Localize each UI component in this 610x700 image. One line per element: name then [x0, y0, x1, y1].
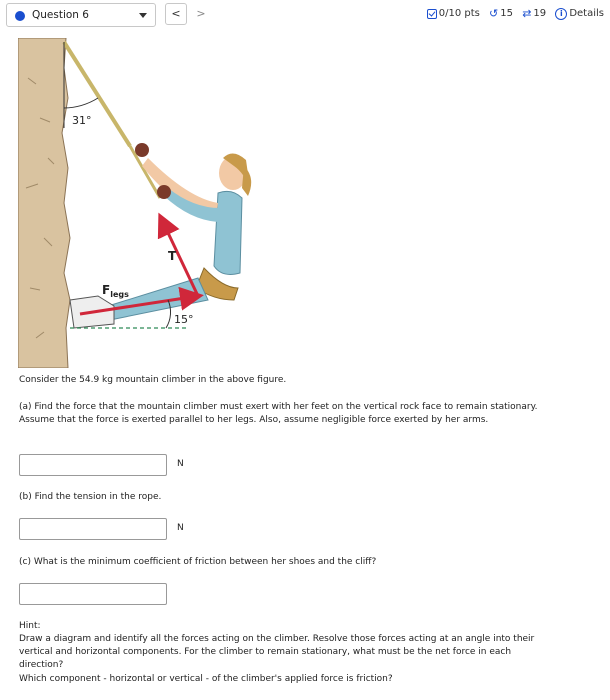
retry-icon: ↺: [489, 7, 499, 20]
question-status-dot: [15, 11, 25, 21]
question-status: [427, 7, 604, 20]
submissions-count: 19: [533, 8, 547, 19]
question-toolbar: [0, 0, 610, 30]
caret-down-icon: [139, 13, 147, 18]
details-link[interactable]: Details: [569, 8, 604, 19]
part-a-text: (a) Find the force that the mountain climber must exert with her feet on the vertical rock face to remain stationary. Assume that the force is exerted parallel to her legs. Also, assume negligible force exerted by her arms.: [19, 402, 538, 425]
next-question-button[interactable]: >: [190, 3, 212, 25]
part-c-text: (c) What is the minimum coefficient of friction between her shoes and the cliff?: [19, 557, 377, 567]
question-nav: [165, 3, 215, 27]
angle-top-label: 31°: [72, 114, 92, 127]
part-b-unit: N: [177, 523, 184, 533]
rope: [64, 42, 130, 146]
hint-title: Hint:: [19, 621, 41, 631]
retries-count: 15: [500, 8, 513, 19]
part-c-answer-input[interactable]: [19, 583, 167, 605]
climber-figure: [18, 38, 288, 368]
sync-icon: ⇄: [522, 7, 532, 20]
question-label: Question 6: [32, 9, 89, 21]
question-select[interactable]: [6, 3, 156, 27]
tension-label: T: [168, 249, 177, 263]
force-legs-label: $F_{legs}$: [102, 283, 129, 299]
hint-body: Draw a diagram and identify all the forces acting on the climber. Resolve those forces acting at an angle into their vertical and horizontal components. For the climber to remain stationary, what must be the net force in each direction?: [19, 634, 535, 670]
info-icon[interactable]: i: [555, 8, 567, 20]
checkbox-icon: [427, 9, 437, 19]
hint-extra: Which component - horizontal or vertical - of the climber's applied force is friction?: [19, 674, 393, 684]
part-a-unit: N: [177, 459, 184, 469]
points-text: 0/10 pts: [438, 8, 480, 19]
rock-face: [18, 38, 70, 368]
part-b-answer-input[interactable]: [19, 518, 167, 540]
question-intro: Consider the 54.9 kg mountain climber in the above figure.: [19, 375, 287, 385]
part-b-text: (b) Find the tension in the rope.: [19, 492, 162, 502]
previous-question-button[interactable]: <: [165, 3, 187, 25]
part-a-answer-input[interactable]: [19, 454, 167, 476]
angle-bottom-label: 15°: [174, 313, 194, 326]
